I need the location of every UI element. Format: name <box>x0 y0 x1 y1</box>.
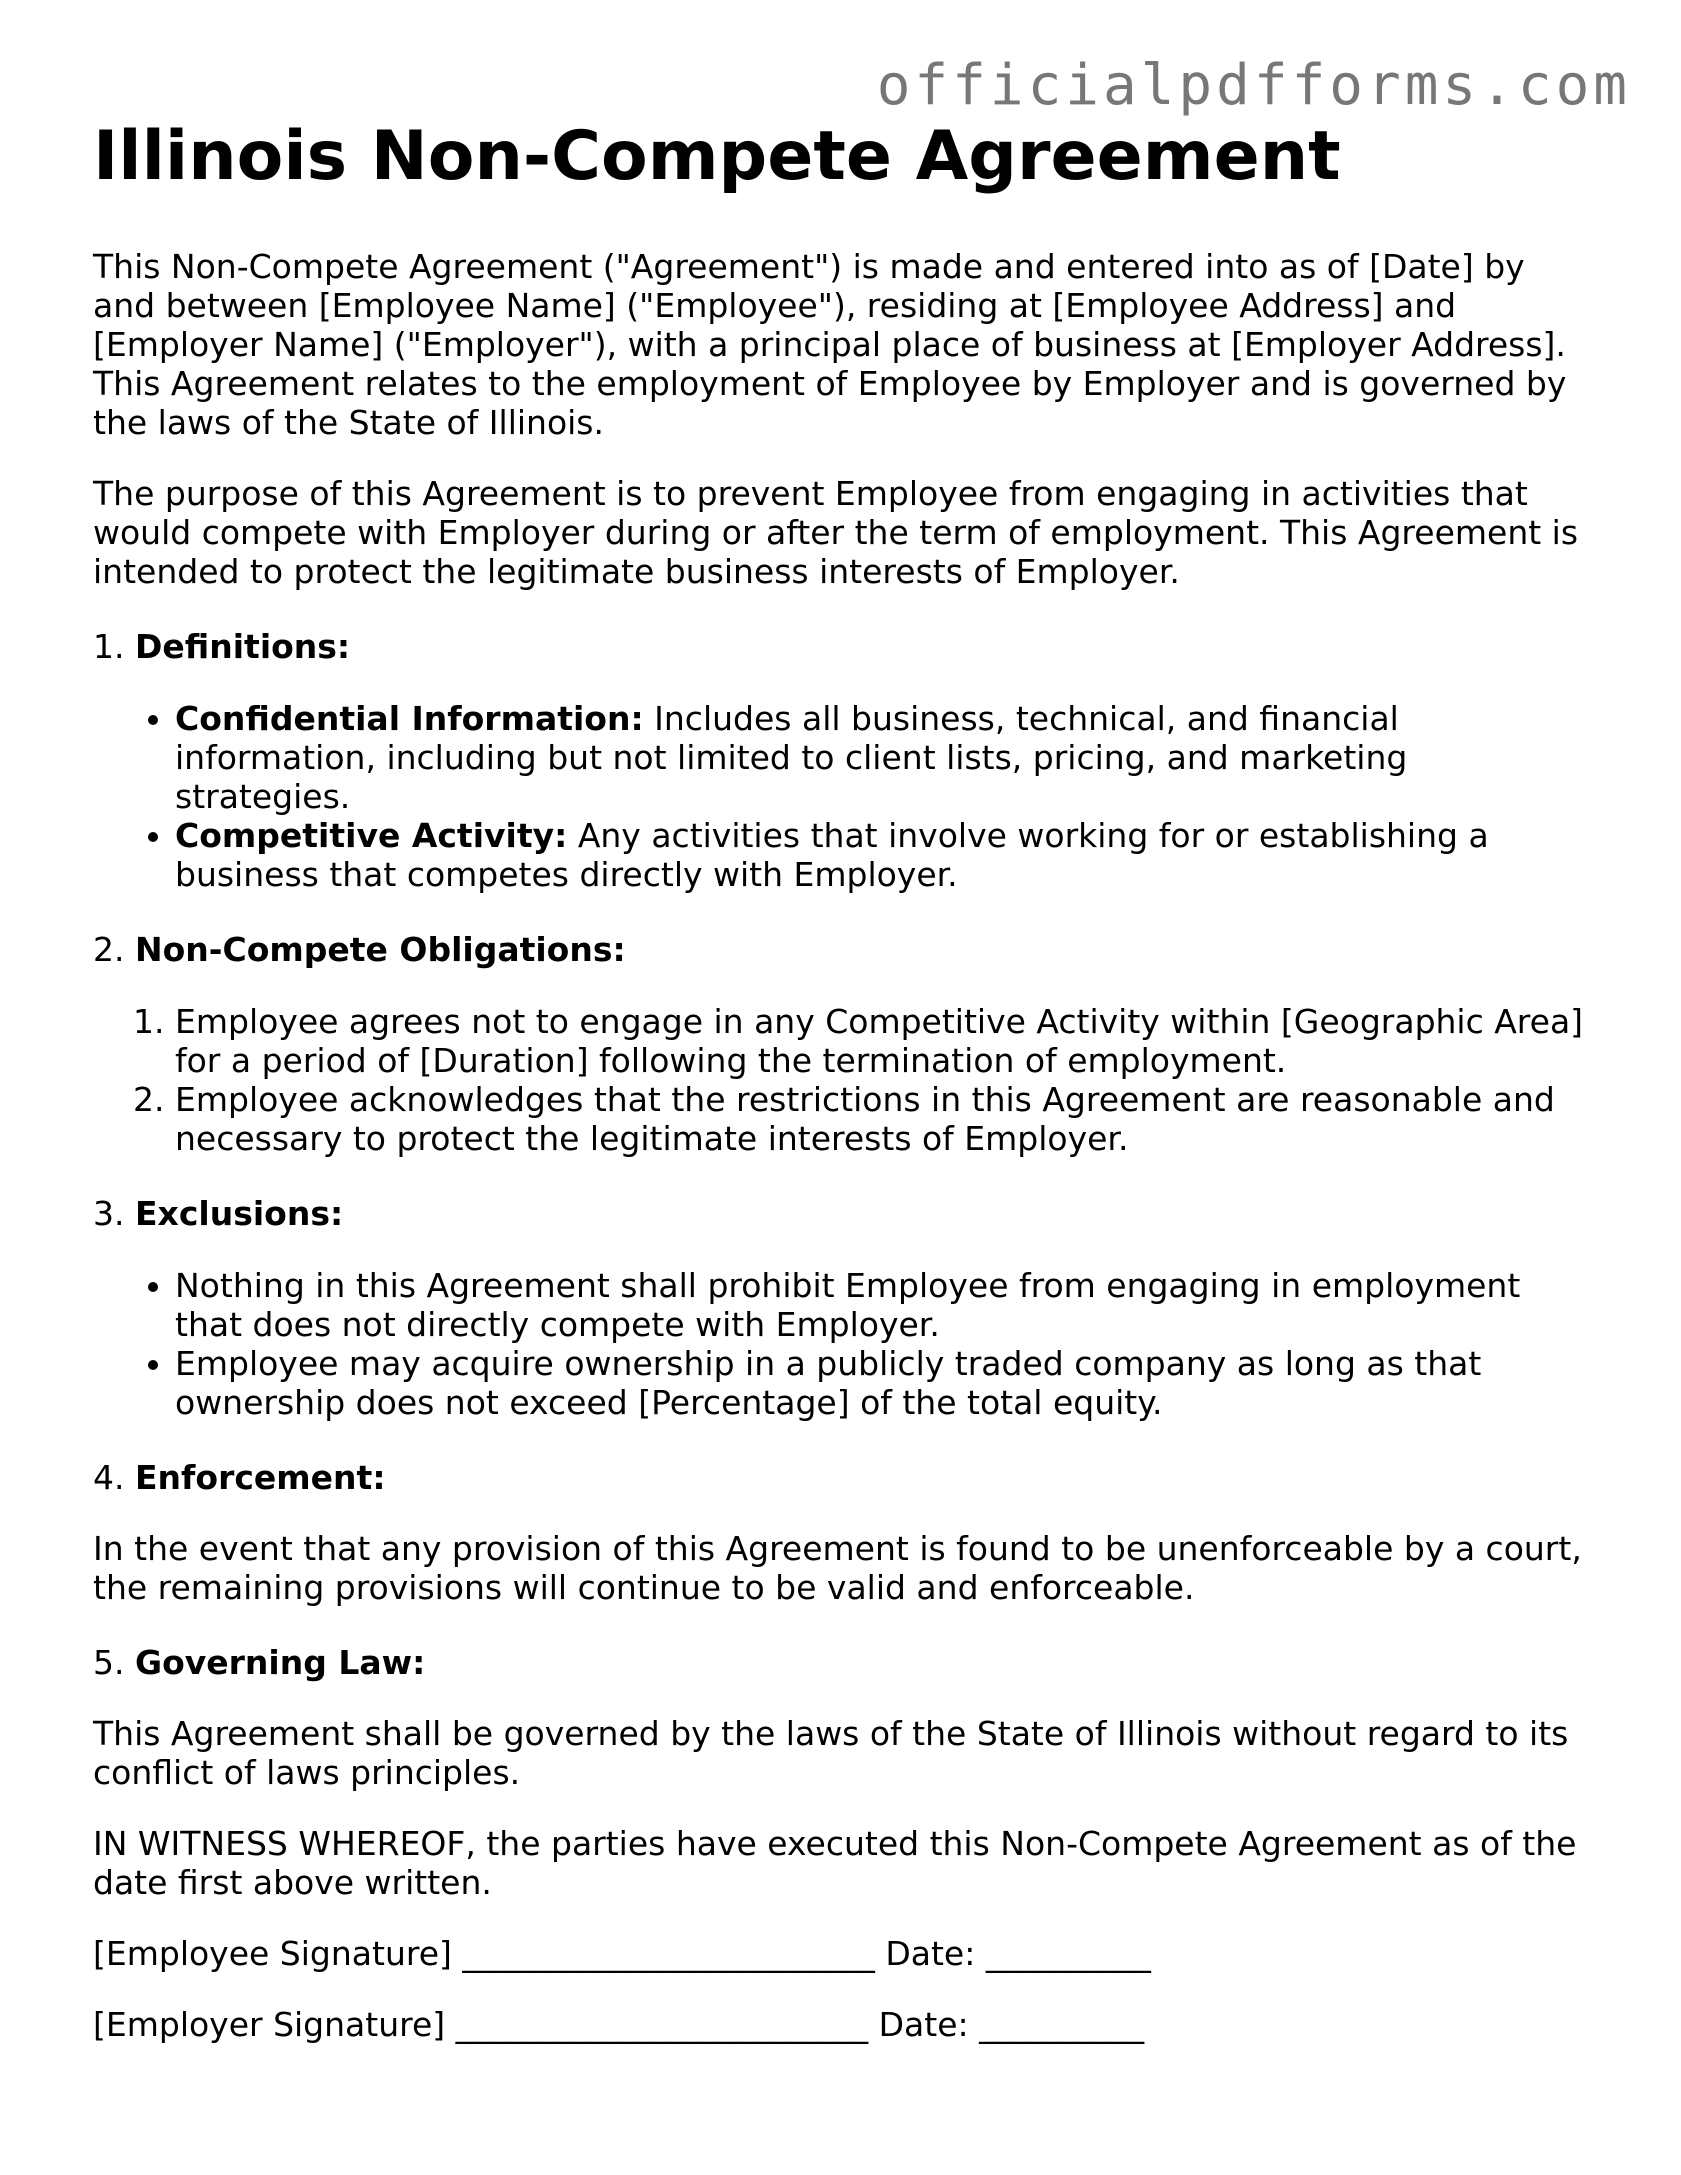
list-item <box>175 699 1593 816</box>
enforcement-paragraph: In the event that any provision of this Agreement is found to be unenforceable by a court, the remaining provisions will continue to be valid and enforceable. <box>93 1528 1582 1607</box>
section-title: Definitions: <box>135 626 351 666</box>
intro-paragraph: This Non-Compete Agreement ("Agreement") is made and entered into as of [Date] by and between [Employee Name] ("Employee"), residing at [Employee Address] and [Employer Name] ("Employer"), with a principal place of business at [Employer Address]. This Agreement relates to the employment of Employee by Employer and is governed by the laws of the State of Illinois. <box>93 246 1567 442</box>
section-governing-law-heading <box>93 1643 1593 1682</box>
section-number: 1. <box>93 626 125 666</box>
section-exclusions-heading <box>93 1194 1593 1233</box>
list-item: 2. Employee acknowledges that the restrictions in this Agreement are reasonable and necessary to protect the legitimate interests of Employer. <box>175 1080 1593 1158</box>
definition-term: Competitive Activity: <box>175 815 568 855</box>
definition-text: Any activities that involve working for or establishing a business that competes directly with Employer. <box>175 815 1489 894</box>
definitions-list <box>93 699 1593 894</box>
section-number: 5. <box>93 1642 125 1682</box>
section-title: Exclusions: <box>135 1193 344 1233</box>
exclusions-list <box>93 1266 1593 1422</box>
section-number: 3. <box>93 1193 125 1233</box>
document-title: Illinois Non-Compete Agreement <box>93 117 1341 196</box>
list-item: • Nothing in this Agreement shall prohibit Employee from engaging in employment that does not directly compete with Employer. <box>175 1266 1593 1344</box>
list-item: • Employee may acquire ownership in a publicly traded company as long as that ownership does not exceed [Percentage] of the total equity. <box>175 1344 1593 1422</box>
employee-signature-line: [Employee Signature] _________________________ Date: __________ <box>93 1933 1151 1973</box>
section-number: 2. <box>93 929 125 969</box>
section-title: Governing Law: <box>135 1642 426 1682</box>
employer-signature-line: [Employer Signature] _________________________ Date: __________ <box>93 2004 1145 2044</box>
section-definitions-heading <box>93 627 1593 666</box>
section-title: Non-Compete Obligations: <box>135 929 626 969</box>
definition-term: Confidential Information: <box>175 698 644 738</box>
definition-text: Includes all business, technical, and financial information, including but not limited to client lists, pricing, and marketing strategies. <box>175 698 1408 816</box>
purpose-paragraph: The purpose of this Agreement is to prevent Employee from engaging in activities that would compete with Employer during or after the term of employment. This Agreement is intended to protect the legitimate business interests of Employer. <box>93 473 1579 591</box>
governing-law-paragraph: This Agreement shall be governed by the laws of the State of Illinois without regard to its conflict of laws principles. <box>93 1713 1569 1792</box>
obligations-list <box>93 1002 1593 1158</box>
section-title: Enforcement: <box>135 1457 386 1497</box>
document-page <box>93 117 1593 2044</box>
section-obligations-heading <box>93 930 1593 969</box>
section-number: 4. <box>93 1457 125 1497</box>
watermark: officialpdfforms.com <box>876 53 1631 118</box>
list-item <box>175 816 1593 894</box>
list-item: 1. Employee agrees not to engage in any Competitive Activity within [Geographic Area] for a period of [Duration] following the termination of employment. <box>175 1002 1593 1080</box>
witness-paragraph: IN WITNESS WHEREOF, the parties have executed this Non-Compete Agreement as of the date first above written. <box>93 1823 1577 1902</box>
section-enforcement-heading <box>93 1458 1593 1497</box>
